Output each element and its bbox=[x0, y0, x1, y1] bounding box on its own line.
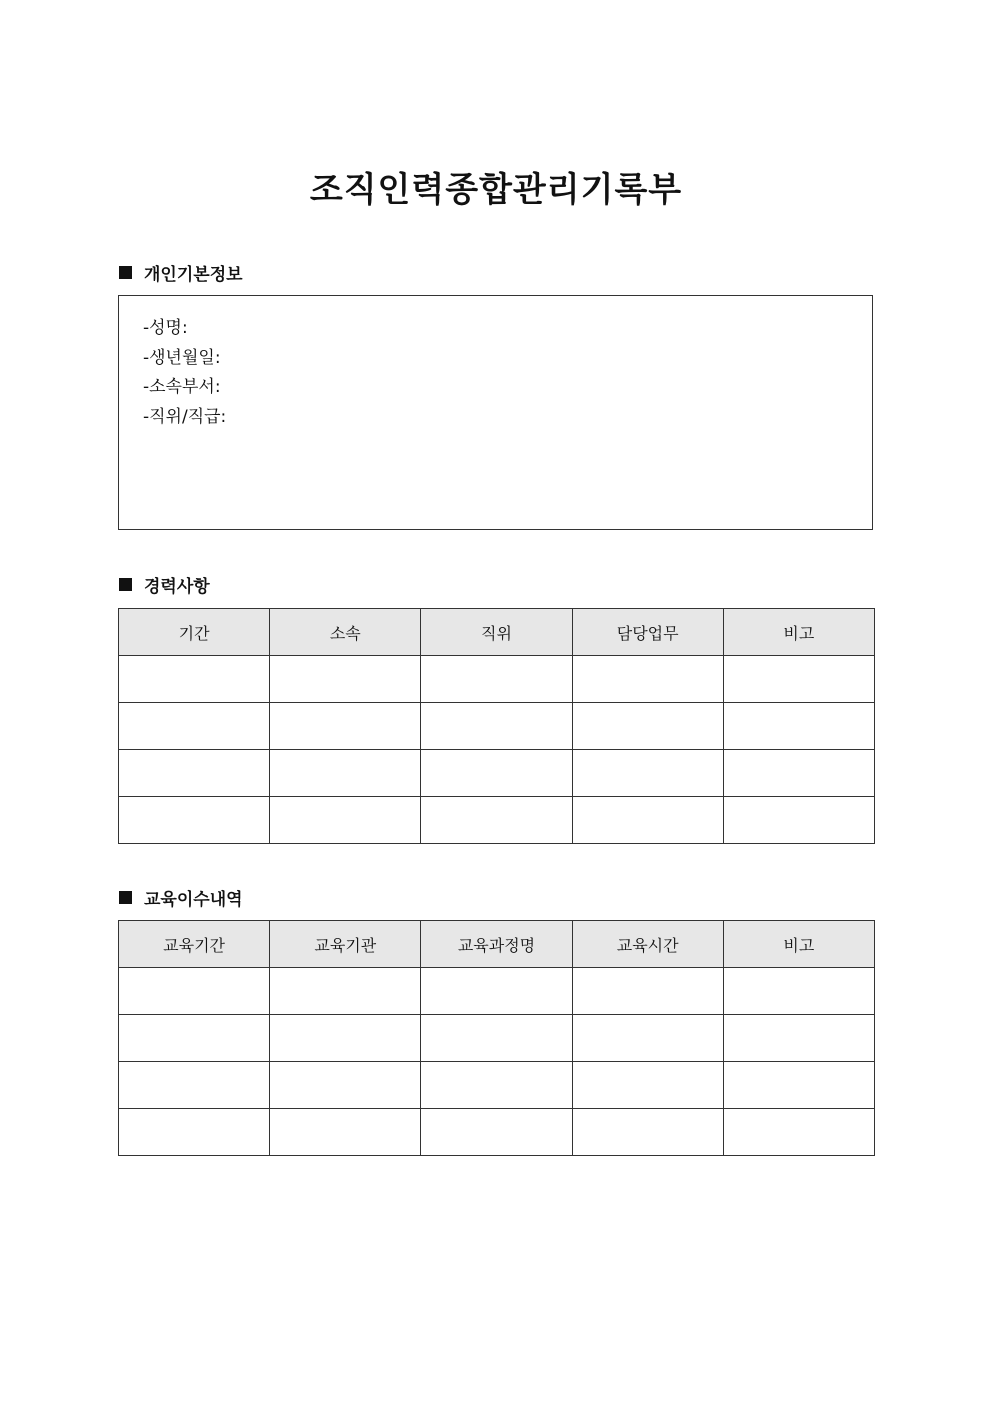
square-bullet-icon bbox=[119, 266, 132, 279]
column-header-affiliation: 소속 bbox=[270, 609, 421, 656]
table-row bbox=[119, 1109, 875, 1156]
column-header-edu-course: 교육과정명 bbox=[421, 921, 572, 968]
table-cell[interactable] bbox=[723, 703, 874, 750]
table-cell[interactable] bbox=[723, 1015, 874, 1062]
table-cell[interactable] bbox=[723, 1062, 874, 1109]
table-cell[interactable] bbox=[119, 1109, 270, 1156]
table-cell[interactable] bbox=[572, 703, 723, 750]
square-bullet-icon bbox=[119, 578, 132, 591]
table-cell[interactable] bbox=[119, 1015, 270, 1062]
table-cell[interactable] bbox=[572, 750, 723, 797]
field-department[interactable]: -소속부서: bbox=[143, 377, 221, 397]
section-heading-label: 교육이수내역 bbox=[144, 890, 243, 910]
table-cell[interactable] bbox=[119, 750, 270, 797]
table-row bbox=[119, 1015, 875, 1062]
section-heading-personal bbox=[119, 260, 243, 285]
square-bullet-icon bbox=[119, 891, 132, 904]
table-cell[interactable] bbox=[723, 968, 874, 1015]
table-cell[interactable] bbox=[723, 656, 874, 703]
column-header-period: 기간 bbox=[119, 609, 270, 656]
document-title: 조직인력종합관리기록부 bbox=[309, 170, 683, 210]
table-cell[interactable] bbox=[119, 703, 270, 750]
table-cell[interactable] bbox=[572, 1015, 723, 1062]
table-cell[interactable] bbox=[421, 656, 572, 703]
table-cell[interactable] bbox=[421, 1015, 572, 1062]
table-cell[interactable] bbox=[119, 797, 270, 844]
table-cell[interactable] bbox=[421, 703, 572, 750]
table-cell[interactable] bbox=[119, 1062, 270, 1109]
table-cell[interactable] bbox=[421, 1109, 572, 1156]
field-position[interactable]: -직위/직급: bbox=[143, 406, 227, 427]
table-cell[interactable] bbox=[119, 968, 270, 1015]
table-cell[interactable] bbox=[270, 750, 421, 797]
table-cell[interactable] bbox=[572, 656, 723, 703]
column-header-edu-remarks: 비고 bbox=[723, 921, 874, 968]
column-header-remarks: 비고 bbox=[723, 609, 874, 656]
column-header-edu-period: 교육기간 bbox=[119, 921, 270, 968]
table-cell[interactable] bbox=[421, 750, 572, 797]
table-cell[interactable] bbox=[270, 703, 421, 750]
table-cell[interactable] bbox=[572, 1062, 723, 1109]
career-table bbox=[118, 608, 875, 844]
table-header-row bbox=[119, 609, 875, 656]
table-cell[interactable] bbox=[723, 1109, 874, 1156]
table-cell[interactable] bbox=[119, 656, 270, 703]
table-row bbox=[119, 968, 875, 1015]
column-header-position: 직위 bbox=[421, 609, 572, 656]
table-cell[interactable] bbox=[572, 968, 723, 1015]
section-heading-label: 경력사항 bbox=[144, 577, 210, 597]
table-cell[interactable] bbox=[723, 750, 874, 797]
table-cell[interactable] bbox=[572, 797, 723, 844]
table-cell[interactable] bbox=[723, 797, 874, 844]
table-row bbox=[119, 1062, 875, 1109]
field-birthdate[interactable]: -생년월일: bbox=[143, 347, 221, 368]
table-cell[interactable] bbox=[270, 1015, 421, 1062]
table-row bbox=[119, 703, 875, 750]
table-cell[interactable] bbox=[421, 968, 572, 1015]
table-cell[interactable] bbox=[270, 797, 421, 844]
table-cell[interactable] bbox=[421, 797, 572, 844]
table-row bbox=[119, 750, 875, 797]
education-table bbox=[118, 920, 875, 1156]
personal-info-box bbox=[118, 295, 873, 530]
table-cell[interactable] bbox=[270, 656, 421, 703]
column-header-edu-institution: 교육기관 bbox=[270, 921, 421, 968]
table-cell[interactable] bbox=[421, 1062, 572, 1109]
section-heading-career bbox=[119, 572, 210, 597]
field-name[interactable]: -성명: bbox=[143, 318, 188, 338]
column-header-edu-hours: 교육시간 bbox=[572, 921, 723, 968]
column-header-duties: 담당업무 bbox=[572, 609, 723, 656]
table-cell[interactable] bbox=[270, 968, 421, 1015]
table-cell[interactable] bbox=[270, 1062, 421, 1109]
section-heading-education bbox=[119, 885, 243, 910]
table-cell[interactable] bbox=[572, 1109, 723, 1156]
table-cell[interactable] bbox=[270, 1109, 421, 1156]
table-header-row bbox=[119, 921, 875, 968]
table-row bbox=[119, 656, 875, 703]
section-heading-label: 개인기본정보 bbox=[144, 265, 243, 285]
table-row bbox=[119, 797, 875, 844]
